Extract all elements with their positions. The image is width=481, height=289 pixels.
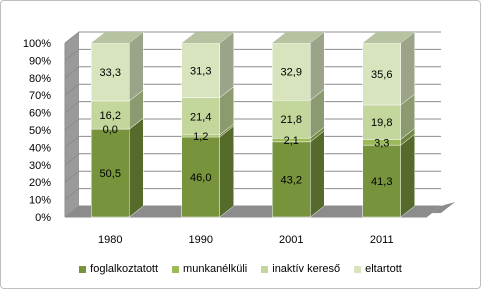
- y-tick-label: 0%: [35, 212, 51, 224]
- legend-label: eltartott: [365, 263, 402, 275]
- legend-label: inaktív kereső: [272, 263, 341, 275]
- x-tick-label: 2011: [369, 234, 394, 246]
- legend-item-eltartott: [354, 263, 402, 275]
- legend-swatch: [79, 266, 86, 273]
- y-tick-label: 100%: [22, 38, 51, 50]
- y-tick-label: 70%: [28, 90, 51, 103]
- bar-side-2001-eltartott: [310, 32, 324, 100]
- data-label: 35,6: [371, 68, 393, 81]
- y-tick-label: 10%: [28, 194, 51, 207]
- legend-swatch: [261, 266, 268, 273]
- legend-item-foglalkoztatott: [79, 263, 158, 275]
- data-label: 3,3: [374, 137, 390, 150]
- data-label: 21,4: [190, 111, 212, 124]
- data-label: 16,2: [99, 110, 121, 123]
- data-label: 21,8: [280, 114, 302, 127]
- legend-item-inaktiv-kereso: [261, 263, 340, 275]
- data-label: 46,0: [190, 171, 212, 184]
- x-tick-label: 1990: [188, 234, 213, 246]
- bar-side-2001-foglalkoztatott: [310, 131, 324, 217]
- data-label: 1,2: [193, 130, 209, 143]
- data-label: 41,3: [371, 176, 393, 189]
- legend-swatch: [354, 266, 361, 273]
- chart-plot: [1, 1, 480, 263]
- bar-side-1980-eltartott: [129, 32, 143, 101]
- bar-side-2011-foglalkoztatott: [401, 134, 415, 217]
- y-tick-label: 50%: [28, 125, 51, 137]
- x-tick-label: 1980: [98, 234, 123, 246]
- bar-side-1990-foglalkoztatott: [220, 126, 234, 217]
- data-label: 32,9: [280, 66, 302, 79]
- legend-label: foglalkoztatott: [90, 263, 159, 275]
- legend: [1, 263, 480, 275]
- bar-side-1980-foglalkoztatott: [129, 118, 143, 217]
- legend-swatch: [172, 266, 179, 273]
- bar-side-2011-eltartott: [401, 32, 415, 105]
- data-label: 50,5: [99, 168, 121, 181]
- bar-side-1990-eltartott: [220, 32, 234, 97]
- y-tick-label: 20%: [28, 177, 51, 190]
- y-tick-label: 80%: [28, 72, 51, 85]
- data-label: 31,3: [190, 65, 212, 78]
- y-tick-label: 30%: [28, 159, 51, 172]
- x-tick-label: 2001: [279, 234, 304, 246]
- legend-label: munkanélküli: [183, 263, 248, 275]
- y-tick-label: 60%: [28, 107, 51, 120]
- data-label: 33,3: [99, 66, 121, 79]
- y-tick-label: 40%: [28, 142, 51, 155]
- data-label: 19,8: [371, 117, 393, 130]
- legend-item-munkanelkuli: [172, 263, 247, 275]
- data-label: 43,2: [280, 174, 302, 187]
- data-label: 2,1: [283, 135, 299, 148]
- data-label: 0,0: [102, 124, 118, 137]
- y-tick-label: 90%: [28, 55, 51, 68]
